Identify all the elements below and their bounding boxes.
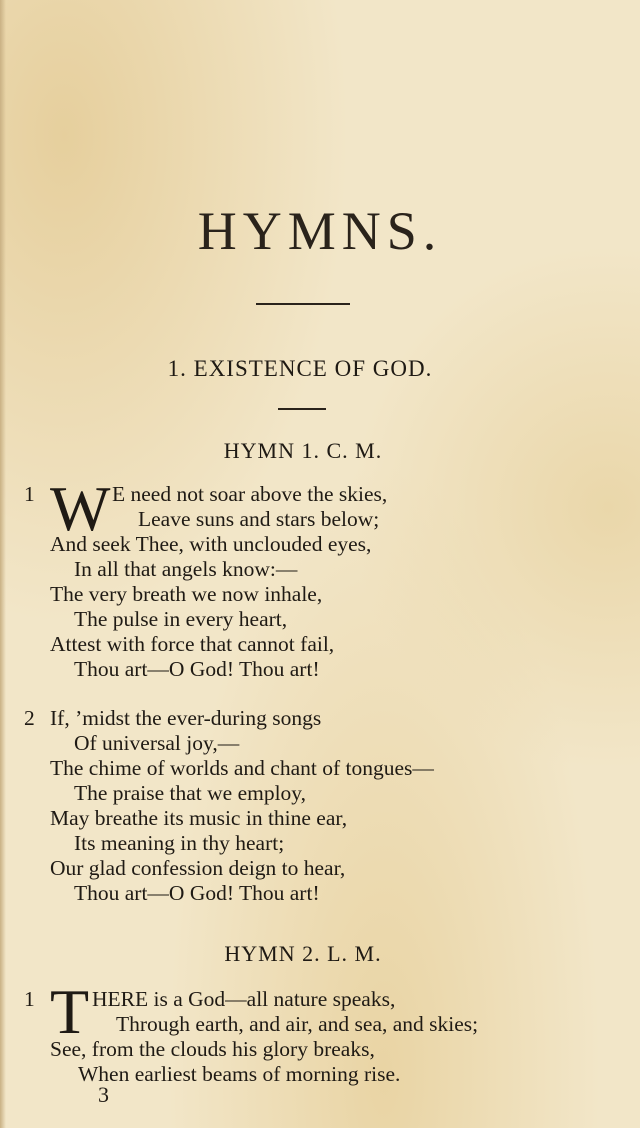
page-title: HYMNS. — [197, 201, 443, 261]
page-number: 3 — [98, 1082, 109, 1107]
verse-line: See, from the clouds his glory breaks, — [50, 1037, 375, 1061]
verse-line: Its meaning in thy heart; — [74, 831, 285, 855]
verse-line: The very breath we now inhale, — [50, 582, 323, 606]
title-rule — [256, 303, 350, 305]
verse-line: The praise that we employ, — [74, 781, 307, 805]
hymn-1-verse-2-number: 2 — [24, 706, 35, 730]
hymn-2-heading: HYMN 2. L. M. — [224, 941, 382, 966]
hymn-2-verse-1-number: 1 — [24, 987, 35, 1011]
hymn-1-dropcap: W — [50, 473, 111, 544]
verse-line: When earliest beams of morning rise. — [78, 1062, 401, 1086]
verse-line: E need not soar above the skies, — [112, 482, 388, 506]
verse-line: If, ’midst the ever-during songs — [50, 706, 322, 730]
verse-line: Thou art—O God! Thou art! — [74, 657, 320, 681]
verse-line: Our glad confession deign to hear, — [50, 856, 346, 880]
verse-line: The pulse in every heart, — [74, 607, 288, 631]
hymn-1-heading: HYMN 1. C. M. — [223, 438, 383, 463]
verse-line: Thou art—O God! Thou art! — [74, 881, 320, 905]
verse-line: And seek Thee, with unclouded eyes, — [50, 532, 372, 556]
verse-line: The chime of worlds and chant of tongues— — [50, 756, 434, 780]
verse-line: In all that angels know:— — [74, 557, 298, 581]
verse-line: HERE is a God—all nature speaks, — [92, 987, 396, 1011]
hymn-2-dropcap: T — [50, 976, 90, 1047]
hymn-1-verse-1-number: 1 — [24, 482, 35, 506]
verse-line: Of universal joy,— — [74, 731, 240, 755]
section-heading: 1. EXISTENCE OF GOD. — [167, 356, 433, 381]
verse-line: May breathe its music in thine ear, — [50, 806, 348, 830]
verse-line: Leave suns and stars below; — [138, 507, 380, 531]
section-rule — [278, 408, 326, 410]
verse-line: Through earth, and air, and sea, and skies; — [116, 1012, 479, 1036]
verse-line: Attest with force that cannot fail, — [50, 632, 335, 656]
